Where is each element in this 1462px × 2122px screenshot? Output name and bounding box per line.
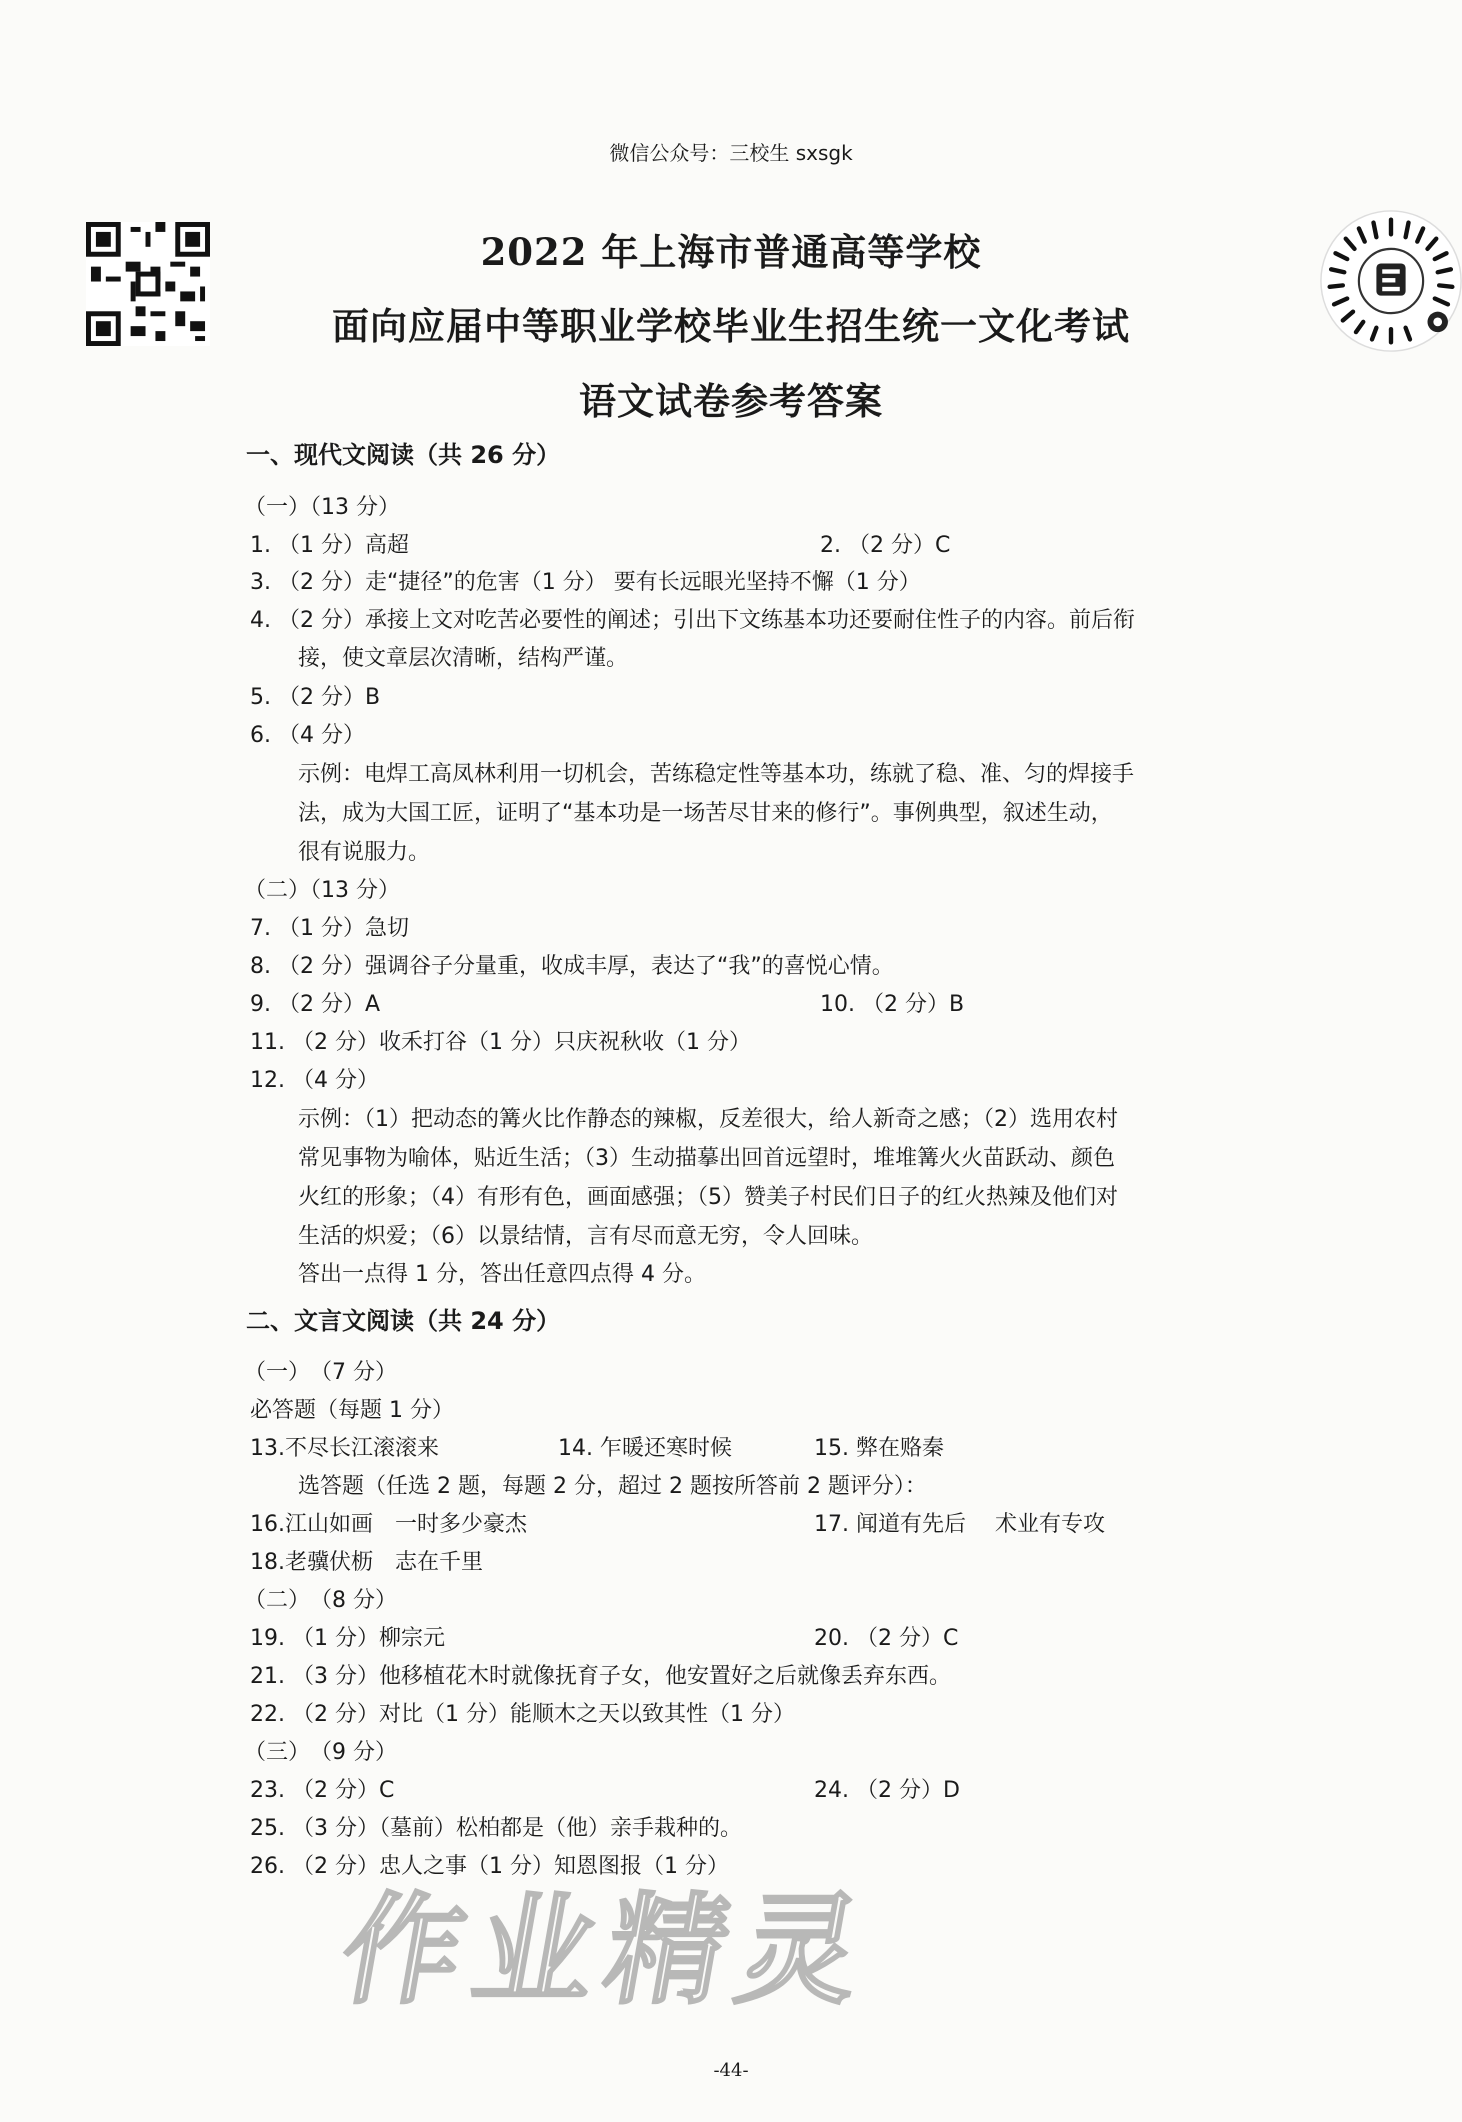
answer-line: 24. （2 分）D [814, 1778, 960, 1803]
exam-title-line1: 2022 年上海市普通高等学校 [480, 230, 982, 274]
answer-line: 很有说服力。 [298, 840, 431, 865]
answer-line: 19. （1 分）柳宗元 [250, 1626, 445, 1651]
answer-line: 3. （2 分）走“捷径”的危害（1 分） 要有长远眼光坚持不懈（1 分） [250, 570, 921, 595]
exam-title-line3: 语文试卷参考答案 [579, 379, 883, 423]
answer-line: 法，成为大国工匠，证明了“基本功是一场苦尽甘来的修行”。事例典型，叙述生动， [298, 801, 1113, 826]
answer-line: 4. （2 分）承接上文对吃苦必要性的阐述；引出下文练基本功还要耐住性子的内容。前后衔 [250, 608, 1135, 633]
answer-line: 13.不尽长江滚滚来 [250, 1436, 439, 1461]
section-heading: 一、现代文阅读（共 26 分） [246, 441, 561, 469]
answer-line: 2. （2 分）C [820, 533, 951, 558]
answer-line: 17. 闻道有先后 术业有专攻 [814, 1512, 1105, 1537]
answer-line: 6. （4 分） [250, 723, 365, 748]
answer-line: 1. （1 分）高超 [250, 533, 409, 558]
answer-line: 21. （3 分）他移植花木时就像抚育子女，他安置好之后就像丢弃东西。 [250, 1664, 951, 1689]
answer-line: 20. （2 分）C [814, 1626, 959, 1651]
answer-line: （一）（13 分） [244, 495, 400, 520]
answer-line: 7. （1 分）急切 [250, 916, 409, 941]
watermark-text: 作业精灵 [330, 1882, 884, 2021]
answer-line: 25. （3 分）（墓前）松柏都是（他）亲手栽种的。 [250, 1816, 742, 1841]
answer-line: 14. 乍暖还寒时候 [558, 1436, 732, 1461]
answer-line: （三） （9 分） [244, 1740, 397, 1765]
answer-line: 23. （2 分）C [250, 1778, 395, 1803]
answer-line: 答出一点得 1 分，答出任意四点得 4 分。 [298, 1262, 706, 1287]
answer-line: （二）（13 分） [244, 878, 400, 903]
header-note: 微信公众号：三校生 sxsgk [609, 141, 853, 165]
answer-line: 选答题（任选 2 题，每题 2 分，超过 2 题按所答前 2 题评分）： [298, 1474, 927, 1499]
section-heading: 二、文言文阅读（共 24 分） [246, 1307, 561, 1335]
answer-line: （一） （7 分） [244, 1360, 397, 1385]
answer-line: 8. （2 分）强调谷子分量重，收成丰厚，表达了“我”的喜悦心情。 [250, 954, 894, 979]
answer-line: 10. （2 分）B [820, 992, 965, 1017]
answer-line: 22. （2 分）对比（1 分）能顺木之天以致其性（1 分） [250, 1702, 795, 1727]
answer-line: 18.老骥伏枥 志在千里 [250, 1550, 483, 1575]
page-number: -44- [713, 2060, 749, 2081]
answer-line: 常见事物为喻体，贴近生活；（3）生动描摹出回首远望时，堆堆篝火火苗跃动、颜色 [298, 1146, 1115, 1171]
answer-line: 火红的形象；（4）有形有色，画面感强；（5）赞美子村民们日子的红火热辣及他们对 [298, 1185, 1118, 1210]
answer-line: 必答题（每题 1 分） [250, 1398, 454, 1423]
answer-line: 26. （2 分）忠人之事（1 分）知恩图报（1 分） [250, 1854, 729, 1879]
answer-line: 12. （4 分） [250, 1068, 379, 1093]
answer-line: 生活的炽爱；（6）以景结情，言有尽而意无穷，令人回味。 [298, 1224, 873, 1249]
answer-line: 接，使文章层次清晰，结构严谨。 [298, 646, 629, 671]
answer-line: 示例：（1）把动态的篝火比作静态的辣椒，反差很大，给人新奇之感；（2）选用农村 [298, 1107, 1118, 1132]
answer-line: 5. （2 分）B [250, 685, 381, 710]
answer-line: 15. 弊在赂秦 [814, 1436, 944, 1461]
exam-title-line2: 面向应届中等职业学校毕业生招生统一文化考试 [332, 304, 1130, 348]
answer-line: 示例：电焊工高凤林利用一切机会，苦练稳定性等基本功，练就了稳、准、匀的焊接手 [298, 762, 1135, 787]
answer-line: 16.江山如画 一时多少豪杰 [250, 1512, 527, 1537]
answer-line: 11. （2 分）收禾打谷（1 分）只庆祝秋收（1 分） [250, 1030, 751, 1055]
answer-line: 9. （2 分）A [250, 992, 381, 1017]
answer-line: （二） （8 分） [244, 1588, 397, 1613]
